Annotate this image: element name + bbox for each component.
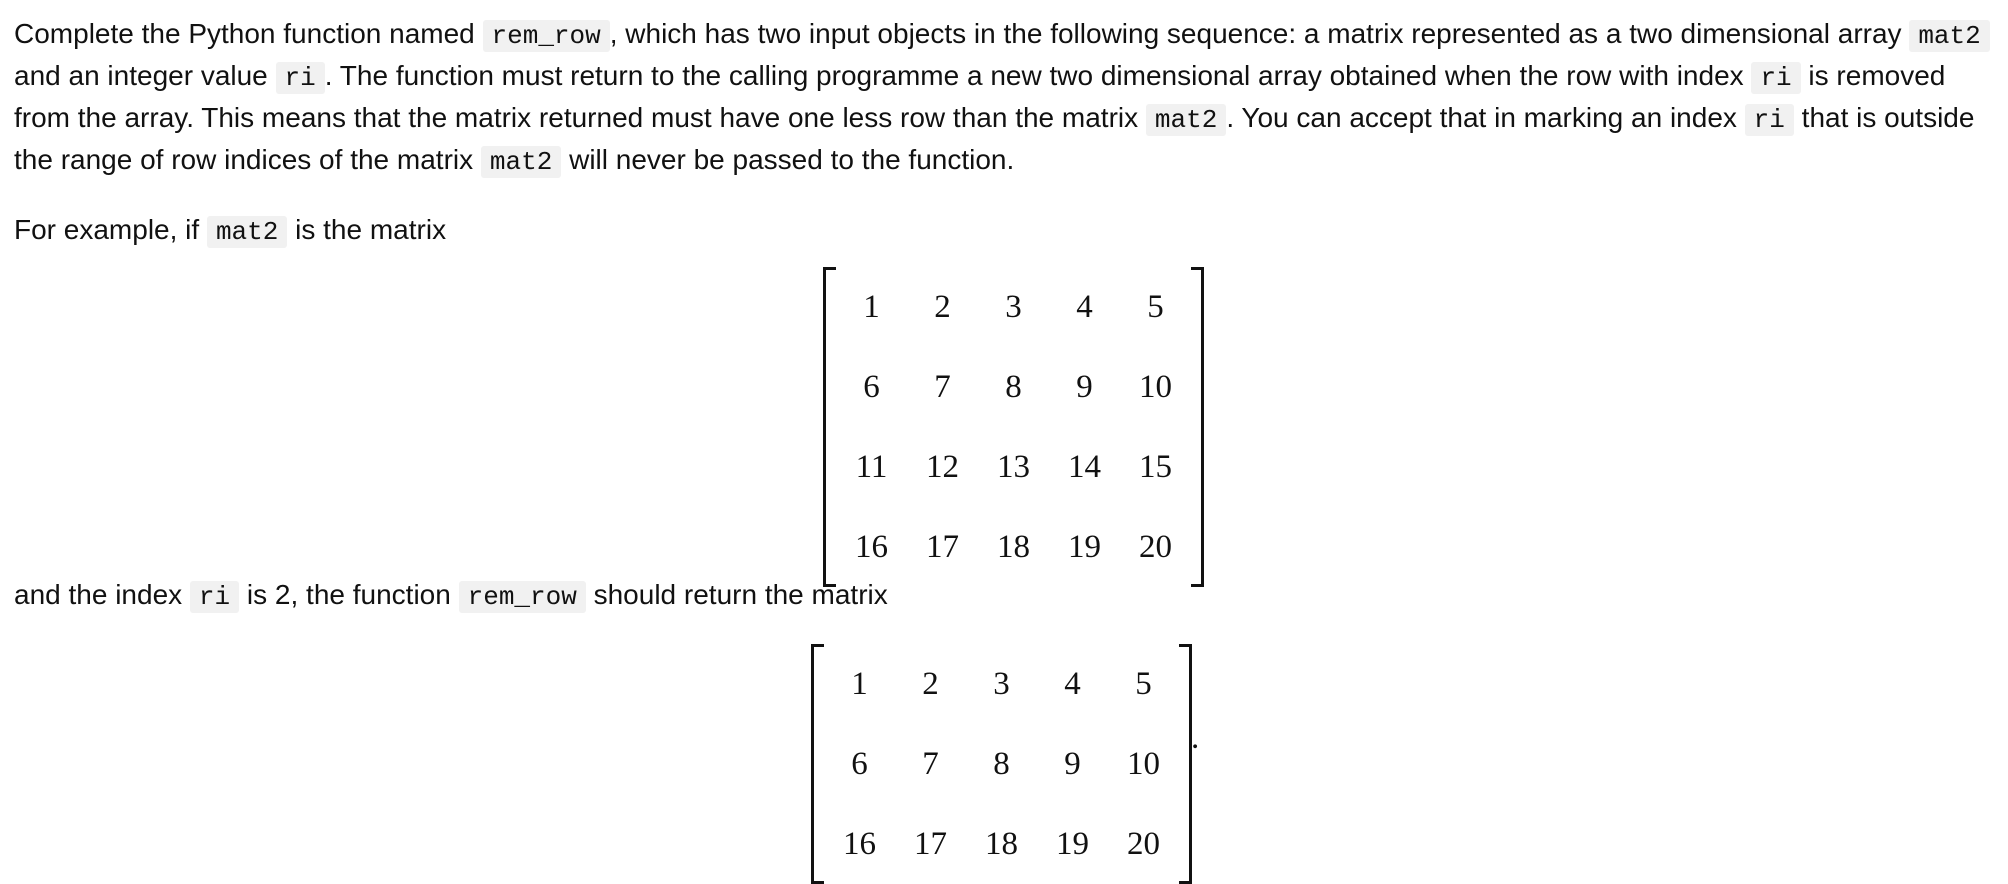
output-matrix-cell: 16 bbox=[843, 825, 876, 862]
intro-text: , which has two input objects in the following sequence: a matrix represented as a two dimensional array bbox=[609, 18, 1910, 49]
intro-text: and an integer value bbox=[14, 60, 276, 91]
input-matrix-cell: 17 bbox=[926, 528, 959, 565]
input-matrix-cell: 14 bbox=[1068, 448, 1101, 485]
input-matrix-cell: 1 bbox=[863, 288, 880, 325]
input-matrix-cell: 8 bbox=[1005, 368, 1022, 405]
input-matrix-cell: 13 bbox=[997, 448, 1030, 485]
input-matrix-cell: 15 bbox=[1139, 448, 1172, 485]
problem-statement bbox=[14, 14, 1998, 252]
intro-text: will never be passed to the function. bbox=[561, 144, 1015, 175]
input-matrix-table bbox=[836, 267, 1191, 587]
code-mat2: mat2 bbox=[207, 216, 287, 248]
input-matrix-cell: 5 bbox=[1147, 288, 1164, 325]
code-mat2: mat2 bbox=[1909, 20, 1989, 52]
intro-paragraph bbox=[14, 14, 1998, 182]
matrix-left-bracket bbox=[823, 267, 836, 587]
code-rem-row: rem_row bbox=[459, 581, 586, 613]
input-matrix bbox=[823, 267, 1204, 587]
input-matrix-row bbox=[836, 427, 1191, 507]
output-matrix bbox=[811, 644, 1192, 884]
intro-text: . You can accept that in marking an index bbox=[1226, 102, 1745, 133]
code-ri: ri bbox=[276, 62, 325, 94]
input-matrix-cell: 9 bbox=[1076, 368, 1093, 405]
output-matrix-cell: 8 bbox=[993, 745, 1010, 782]
input-matrix-cell: 19 bbox=[1068, 528, 1101, 565]
code-ri: ri bbox=[1745, 104, 1794, 136]
output-matrix-cell: 19 bbox=[1056, 825, 1089, 862]
index-text: is 2, the function bbox=[239, 579, 459, 610]
intro-text: is removed from the array. This means that the matrix returned must have one less row than the matrix bbox=[14, 60, 1946, 133]
output-matrix-table bbox=[824, 644, 1179, 884]
output-matrix-cell: 9 bbox=[1064, 745, 1081, 782]
input-matrix-cell: 10 bbox=[1139, 368, 1172, 405]
input-matrix-row bbox=[836, 347, 1191, 427]
index-text: should return the matrix bbox=[585, 579, 888, 610]
input-matrix-cell: 12 bbox=[926, 448, 959, 485]
input-matrix-row bbox=[836, 267, 1191, 347]
example-text: is the matrix bbox=[287, 214, 447, 245]
output-matrix-cell: 6 bbox=[851, 745, 868, 782]
matrix-right-bracket bbox=[1179, 644, 1192, 884]
input-matrix-cell: 2 bbox=[934, 288, 951, 325]
matrix-right-bracket bbox=[1191, 267, 1204, 587]
output-matrix-cell: 17 bbox=[914, 825, 947, 862]
matrix-left-bracket bbox=[811, 644, 824, 884]
output-matrix-cell: 2 bbox=[922, 665, 939, 702]
index-paragraph bbox=[14, 575, 888, 617]
output-matrix-cell: 3 bbox=[993, 665, 1010, 702]
code-rem-row: rem_row bbox=[483, 20, 610, 52]
output-period: . bbox=[1191, 720, 1200, 756]
output-matrix-row bbox=[824, 724, 1179, 804]
input-matrix-row bbox=[836, 507, 1191, 587]
index-text: and the index bbox=[14, 579, 190, 610]
code-mat2: mat2 bbox=[1146, 104, 1226, 136]
example-paragraph bbox=[14, 210, 1998, 252]
input-matrix-cell: 7 bbox=[934, 368, 951, 405]
input-matrix-cell: 20 bbox=[1139, 528, 1172, 565]
output-matrix-row bbox=[824, 644, 1179, 724]
code-ri: ri bbox=[190, 581, 239, 613]
intro-text: Complete the Python function named bbox=[14, 18, 483, 49]
code-mat2: mat2 bbox=[481, 146, 561, 178]
input-matrix-cell: 6 bbox=[863, 368, 880, 405]
input-matrix-cell: 4 bbox=[1076, 288, 1093, 325]
example-text: For example, if bbox=[14, 214, 207, 245]
intro-text: . The function must return to the calling programme a new two dimensional array obtained when the row with index bbox=[324, 60, 1752, 91]
output-matrix-cell: 20 bbox=[1127, 825, 1160, 862]
output-matrix-cell: 10 bbox=[1127, 745, 1160, 782]
input-matrix-cell: 16 bbox=[855, 528, 888, 565]
output-matrix-row bbox=[824, 804, 1179, 884]
input-matrix-cell: 3 bbox=[1005, 288, 1022, 325]
output-matrix-cell: 4 bbox=[1064, 665, 1081, 702]
code-ri: ri bbox=[1751, 62, 1800, 94]
input-matrix-cell: 18 bbox=[997, 528, 1030, 565]
output-matrix-cell: 5 bbox=[1135, 665, 1152, 702]
output-matrix-cell: 1 bbox=[851, 665, 868, 702]
output-matrix-cell: 18 bbox=[985, 825, 1018, 862]
intro-text: that is outside the range of row indices of the matrix bbox=[14, 102, 1975, 175]
output-matrix-cell: 7 bbox=[922, 745, 939, 782]
input-matrix-cell: 11 bbox=[855, 448, 888, 485]
